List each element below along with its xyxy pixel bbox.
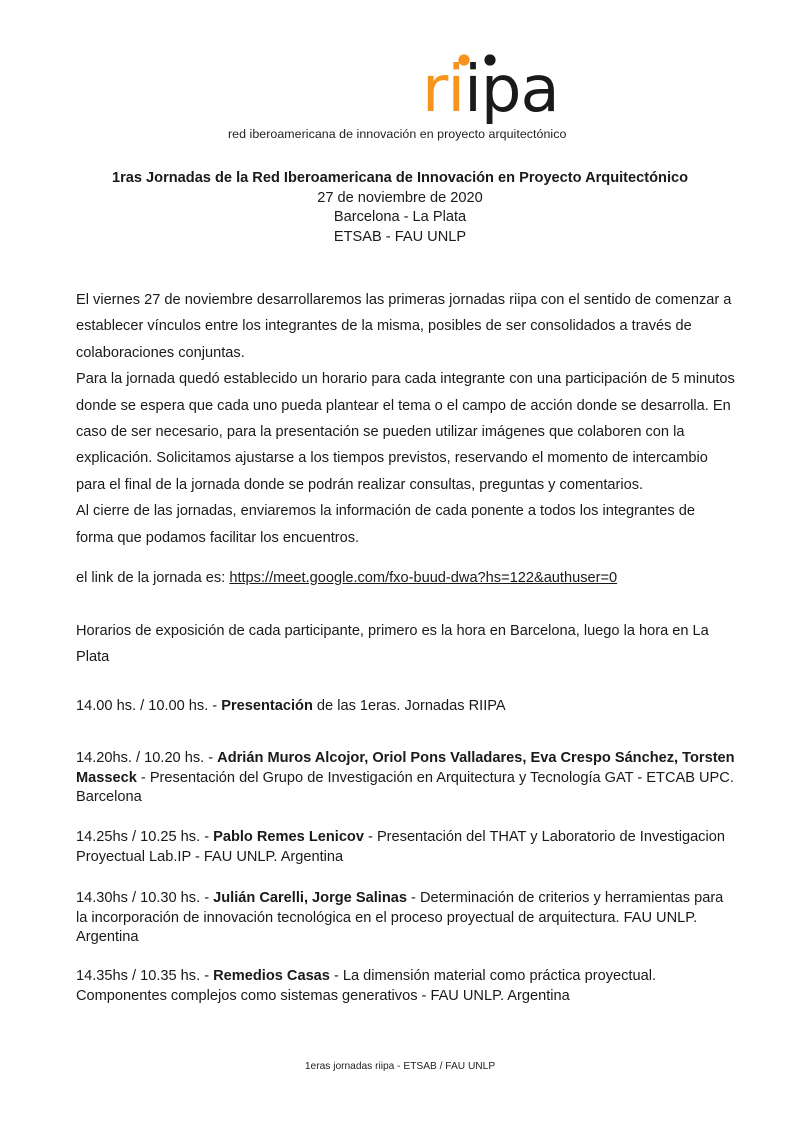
logo-letter-p: p: [480, 53, 521, 124]
schedule-description: - Determinación de criterios y herramientas para la incorporación de innovación tecnológica en el proceso proyectual de arquitectura. FAU UNLP. Argentina: [76, 890, 724, 946]
schedule-time: 14.00 hs. / 10.00 hs. -: [76, 698, 222, 714]
schedule-speakers: Remedios Casas: [213, 968, 330, 984]
event-header: [0, 169, 800, 247]
schedule-speakers: Adrián Muros Alcojor, Oriol Pons Valladares, Eva Crespo Sánchez, Torsten Masseck: [76, 750, 735, 786]
body-text: [76, 287, 736, 551]
schedule-item: [76, 749, 736, 808]
schedule-item: [76, 828, 736, 867]
body-paragraph: Al cierre de las jornadas, enviaremos la información de cada ponente a todos los integrantes de forma que podamos facilitar los encuentros.: [76, 503, 695, 546]
schedule-time: 14.20hs. / 10.20 hs. -: [76, 750, 218, 766]
logo-letter-a: a: [520, 53, 559, 124]
logo-letter-i2: i: [464, 53, 481, 124]
body-paragraph: El viernes 27 de noviembre desarrollaremos las primeras jornadas riipa con el sentido de comenzar a establecer vínculos entre los integrantes de la misma, posibles de ser consolidados a través de colaboraciones conjuntas.: [76, 292, 732, 361]
meeting-link[interactable]: https://meet.google.com/fxo-buud-dwa?hs=122&authuser=0: [229, 570, 618, 586]
schedule-time: 14.30hs / 10.30 hs. -: [76, 890, 214, 906]
event-schools: ETSAB - FAU UNLP: [333, 228, 467, 245]
riipa-logo-mark: [422, 46, 592, 124]
schedule-speakers: Presentación: [221, 698, 313, 714]
schedule-description: - Presentación del THAT y Laboratorio de Investigacion Proyectual Lab.IP - FAU UNLP. Argentina: [76, 829, 725, 865]
logo-letter-r: r: [422, 53, 448, 124]
event-cities: Barcelona - La Plata: [333, 209, 467, 225]
schedule-intro: Horarios de exposición de cada participante, primero es la hora en Barcelona, luego la hora en La Plata: [76, 623, 709, 666]
schedule-description: - Presentación del Grupo de Investigación en Arquitectura y Tecnología GAT - ETCAB UPC. Barcelona: [76, 769, 734, 806]
logo-letter-i1: i: [447, 53, 465, 124]
schedule-description: - La dimensión material como práctica proyectual. Componentes complejos como sistemas generativos - FAU UNLP. Argentina: [76, 968, 656, 1004]
logo-tagline: red iberoamericana de innovación en proyecto arquitectónico: [228, 127, 567, 141]
schedule-item: [76, 697, 736, 717]
schedule-time: 14.35hs / 10.35 hs. -: [76, 968, 214, 984]
meeting-link-line: [76, 565, 736, 591]
logo-wordmark: [422, 53, 559, 124]
schedule-speakers: Julián Carelli, Jorge Salinas: [213, 890, 407, 906]
schedule-item: [76, 889, 736, 948]
meeting-link-label: el link de la jornada es:: [76, 570, 230, 586]
schedule-item: [76, 967, 736, 1006]
page-footer: 1eras jornadas riipa - ETSAB / FAU UNLP: [304, 1061, 496, 1072]
body-paragraph: Para la jornada quedó establecido un horario para cada integrante con una participación de 5 minutos donde se espera que cada uno pueda plantear el tema o el campo de acción donde se desarrolla. En caso de ser necesario, para la presentación se pueden utilizar imágenes que colaboren con la explicación. Solicitamos ajustarse a los tiempos previstos, reservando el momento de intercambio para el final de la jornada donde se podrán realizar consultas, preguntas y comentarios.: [76, 371, 735, 493]
schedule-time: 14.25hs / 10.25 hs. -: [76, 829, 214, 845]
riipa-logo: [422, 46, 592, 124]
schedule-speakers: Pablo Remes Lenicov: [213, 829, 364, 845]
event-title: 1ras Jornadas de la Red Iberoamericana de Innovación en Proyecto Arquitectónico: [111, 170, 689, 186]
event-date: 27 de noviembre de 2020: [317, 189, 483, 206]
schedule-description: de las 1eras. Jornadas RIIPA: [312, 698, 506, 714]
